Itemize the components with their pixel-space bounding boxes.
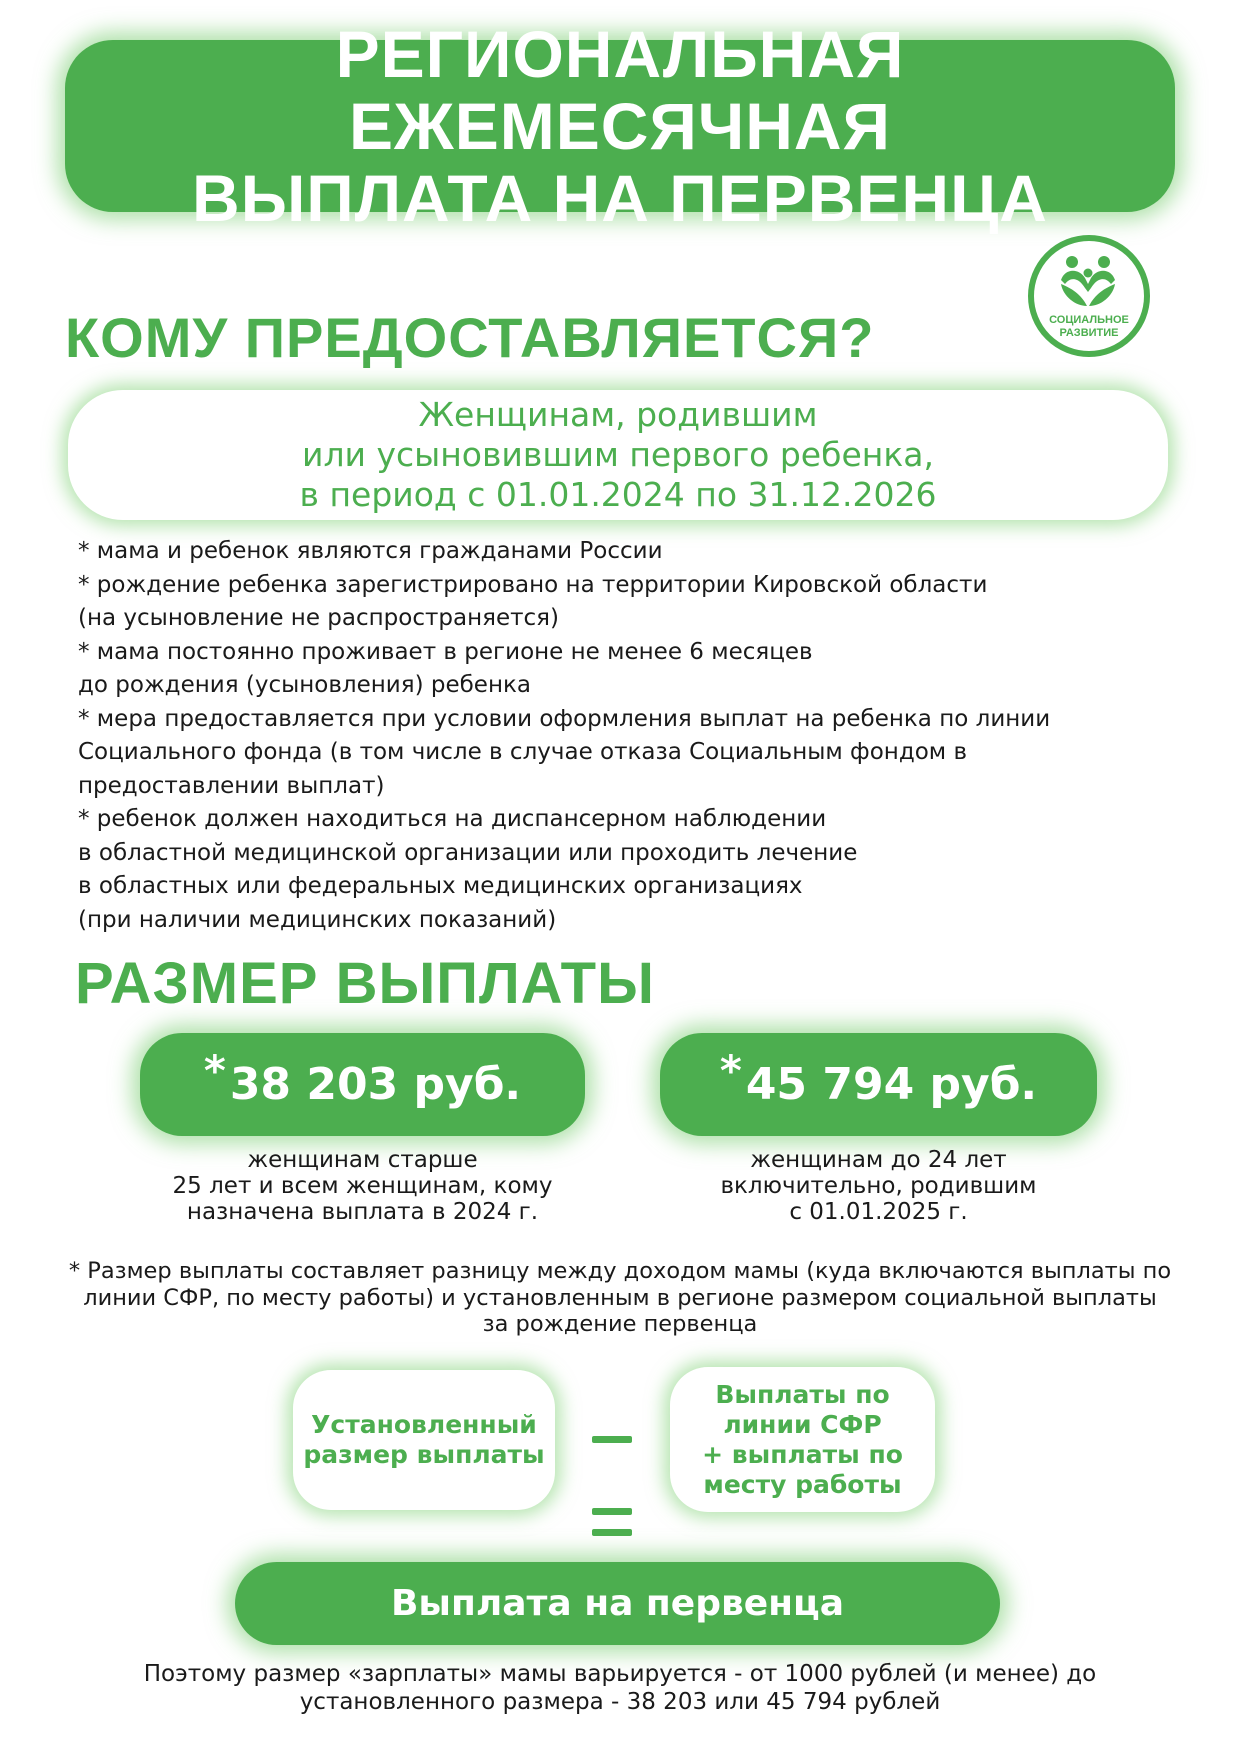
who-heading: КОМУ ПРЕДОСТАВЛЯЕТСЯ? — [65, 306, 875, 369]
size-heading: РАЗМЕР ВЫПЛАТЫ — [75, 951, 655, 1016]
amount-pill-1 — [140, 1033, 585, 1136]
title-line-2: ВЫПЛАТА НА ПЕРВЕНЦА — [192, 161, 1048, 235]
condition-line: * мама постоянно проживает в регионе не менее 6 месяцев — [78, 638, 813, 665]
amount-desc-line: назначена выплата в 2024 г. — [186, 1199, 539, 1225]
amount-desc-1 — [140, 1147, 585, 1225]
who-line-3: в период с 01.01.2024 по 31.12.2026 — [299, 475, 937, 514]
established-line: размер выплаты — [303, 1440, 545, 1469]
condition-line: * рождение ребенка зарегистрировано на территории Кировской области — [78, 571, 988, 598]
sfr-line: линии СФР — [723, 1409, 882, 1439]
family-hands-icon — [1025, 232, 1153, 360]
who-line-1: Женщинам, родившим — [418, 395, 818, 434]
conditions-list — [78, 535, 1178, 937]
condition-line: в областной медицинской организации или проходить лечение — [78, 839, 858, 866]
amount-value-2: 45 794 руб. — [745, 1059, 1038, 1110]
sfr-payments-box — [670, 1367, 935, 1512]
sfr-line: месту работы — [703, 1469, 902, 1499]
condition-line: Социального фонда (в том числе в случае отказа Социальным фондом в — [78, 739, 968, 765]
amount-desc-line: 25 лет и всем женщинам, кому — [172, 1173, 553, 1199]
amount-desc-line: с 01.01.2025 г. — [789, 1199, 968, 1225]
bottom-note-line: Поэтому размер «зарплаты» мамы варьируется - от 1000 рублей (и менее) до — [143, 1661, 1097, 1687]
logo-text-line-2: РАЗВИТИЕ — [1059, 327, 1119, 339]
condition-line: в областных или федеральных медицинских организациях — [78, 873, 803, 899]
bottom-note-line: установленного размера - 38 203 или 45 794 рублей — [299, 1689, 941, 1715]
asterisk: * — [719, 1046, 742, 1095]
social-development-logo — [1025, 232, 1153, 360]
amount-desc-line: женщинам до 24 лет — [750, 1147, 1007, 1173]
condition-line: предоставлении выплат) — [78, 772, 385, 799]
bottom-note — [100, 1660, 1140, 1716]
condition-line: до рождения (усыновления) ребенка — [78, 672, 531, 698]
amount-value-1: 38 203 руб. — [229, 1059, 522, 1110]
result-pill: Выплата на первенца — [235, 1562, 1000, 1645]
title-line-1: РЕГИОНАЛЬНАЯ ЕЖЕМЕСЯЧНАЯ — [335, 17, 905, 163]
amount-pill-2 — [660, 1033, 1097, 1136]
amount-desc-line: включительно, родившим — [720, 1173, 1037, 1199]
asterisk: * — [203, 1046, 226, 1095]
established-line: Установленный — [311, 1410, 537, 1439]
minus-sign — [592, 1436, 632, 1443]
established-amount-box — [293, 1370, 555, 1510]
amount-desc-line: женщинам старше — [247, 1147, 478, 1173]
sfr-line: + выплаты по — [702, 1439, 903, 1469]
sfr-line: Выплаты по — [715, 1379, 890, 1409]
amount-desc-2 — [660, 1147, 1097, 1225]
condition-line: * мера предоставляется при условии оформления выплат на ребенка по линии — [78, 705, 1051, 732]
equals-sign — [592, 1508, 632, 1538]
condition-line: * ребенок должен находиться на диспансерном наблюдении — [78, 806, 827, 832]
condition-line: (при наличии медицинских показаний) — [78, 906, 557, 933]
footnote-line: линии СФР, по месту работы) и установленным в регионе размером социальной выплаты — [83, 1284, 1157, 1311]
who-line-2: или усыновившим первого ребенка, — [302, 435, 934, 474]
title-banner — [65, 17, 1175, 235]
condition-line: * мама и ребенок являются гражданами России — [78, 538, 663, 564]
footnote-line: * Размер выплаты составляет разницу между доходом мамы (куда включаются выплаты по — [68, 1258, 1172, 1284]
footnote-line: за рождение первенца — [482, 1311, 758, 1337]
who-box — [68, 390, 1168, 520]
logo-text-line-1: СОЦИАЛЬНОЕ — [1049, 314, 1129, 326]
footnote — [60, 1258, 1180, 1338]
condition-line: (на усыновление не распространяется) — [78, 605, 559, 631]
